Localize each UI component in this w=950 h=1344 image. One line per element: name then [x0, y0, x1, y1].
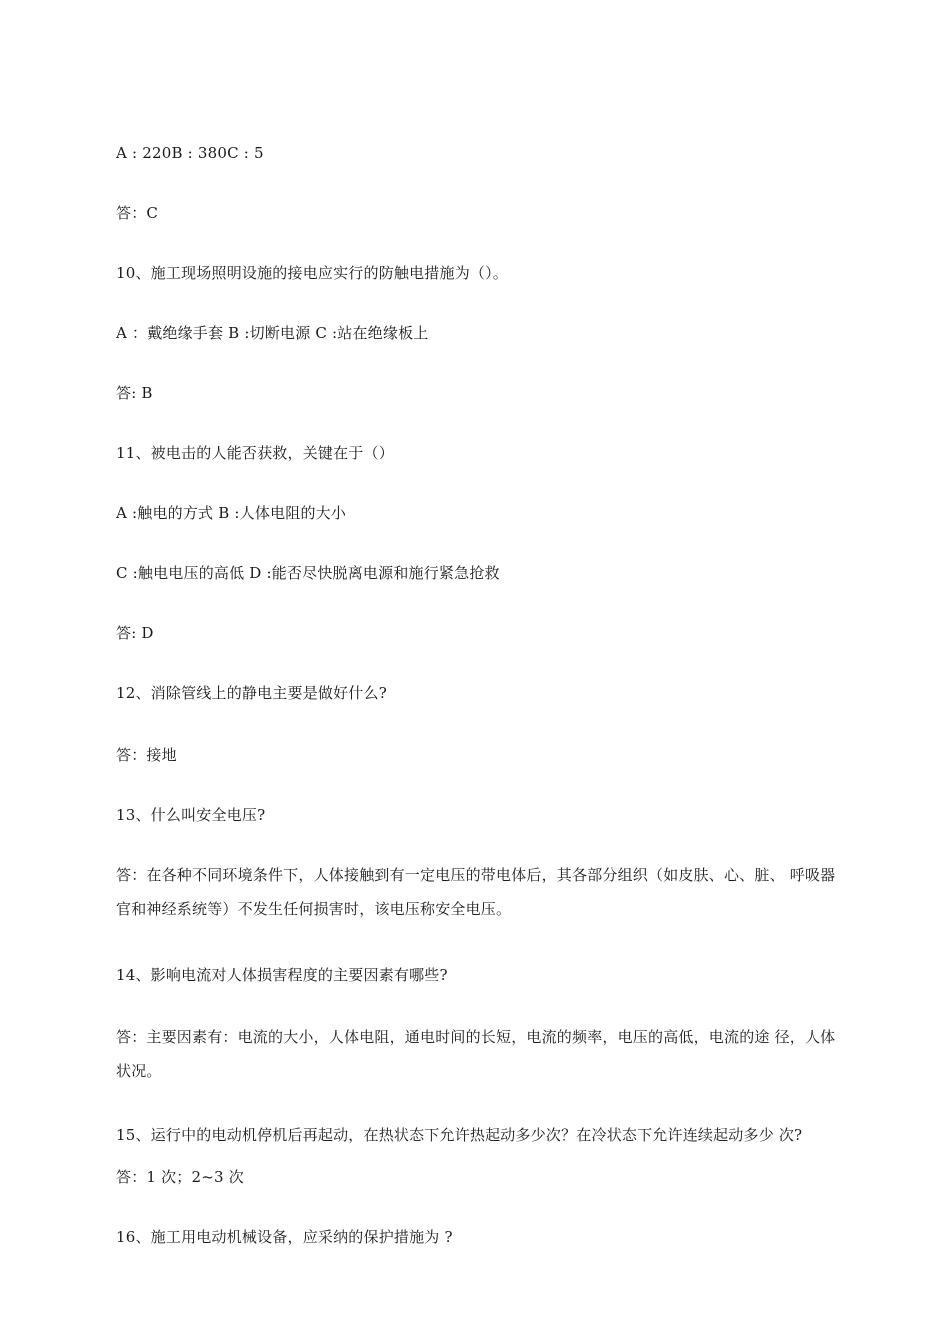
answer-line: 答: B [116, 384, 153, 402]
answer-line: 答：接地 [116, 746, 177, 764]
answer-line: 答: D [116, 624, 154, 642]
answer-line: 答：C [116, 204, 159, 222]
option-line: C :触电电压的高低 D :能否尽快脱离电源和施行紧急抢救 [116, 564, 500, 582]
option-line: A ：戴绝缘手套 B :切断电源 C :站在绝缘板上 [116, 324, 429, 342]
question-16: 16、施工用电动机械设备，应采纳的保护措施为 ? [116, 1228, 453, 1246]
question-11: 11、被电击的人能否获救，关键在于（） [116, 444, 394, 462]
option-line: A : 220B : 380C : 5 [116, 144, 264, 162]
question-12: 12、消除管线上的静电主要是做好什么? [116, 684, 387, 702]
answer-paragraph: 答：主要因素有：电流的大小，人体电阻，通电时间的长短，电流的频率，电压的高低，电流的途 径，人体状况。 [116, 1028, 836, 1080]
question-14: 14、影响电流对人体损害程度的主要因素有哪些? [116, 966, 448, 984]
question-10: 10、施工现场照明设施的接电应实行的防触电措施为（）。 [116, 264, 508, 282]
question-13: 13、什么叫安全电压? [116, 806, 266, 824]
answer-paragraph: 答：在各种不同环境条件下，人体接触到有一定电压的带电体后，其各部分组织（如皮肤、心、脏、 呼吸器官和神经系统等）不发生任何损害时，该电压称安全电压。 [116, 866, 836, 918]
option-line: A :触电的方式 B :人体电阻的大小 [116, 504, 347, 522]
question-15: 15、运行中的电动机停机后再起动，在热状态下允许热起动多少次？在冷状态下允许连续起动多少 次? [116, 1126, 803, 1144]
answer-line: 答：1 次；2~3 次 [116, 1168, 244, 1186]
